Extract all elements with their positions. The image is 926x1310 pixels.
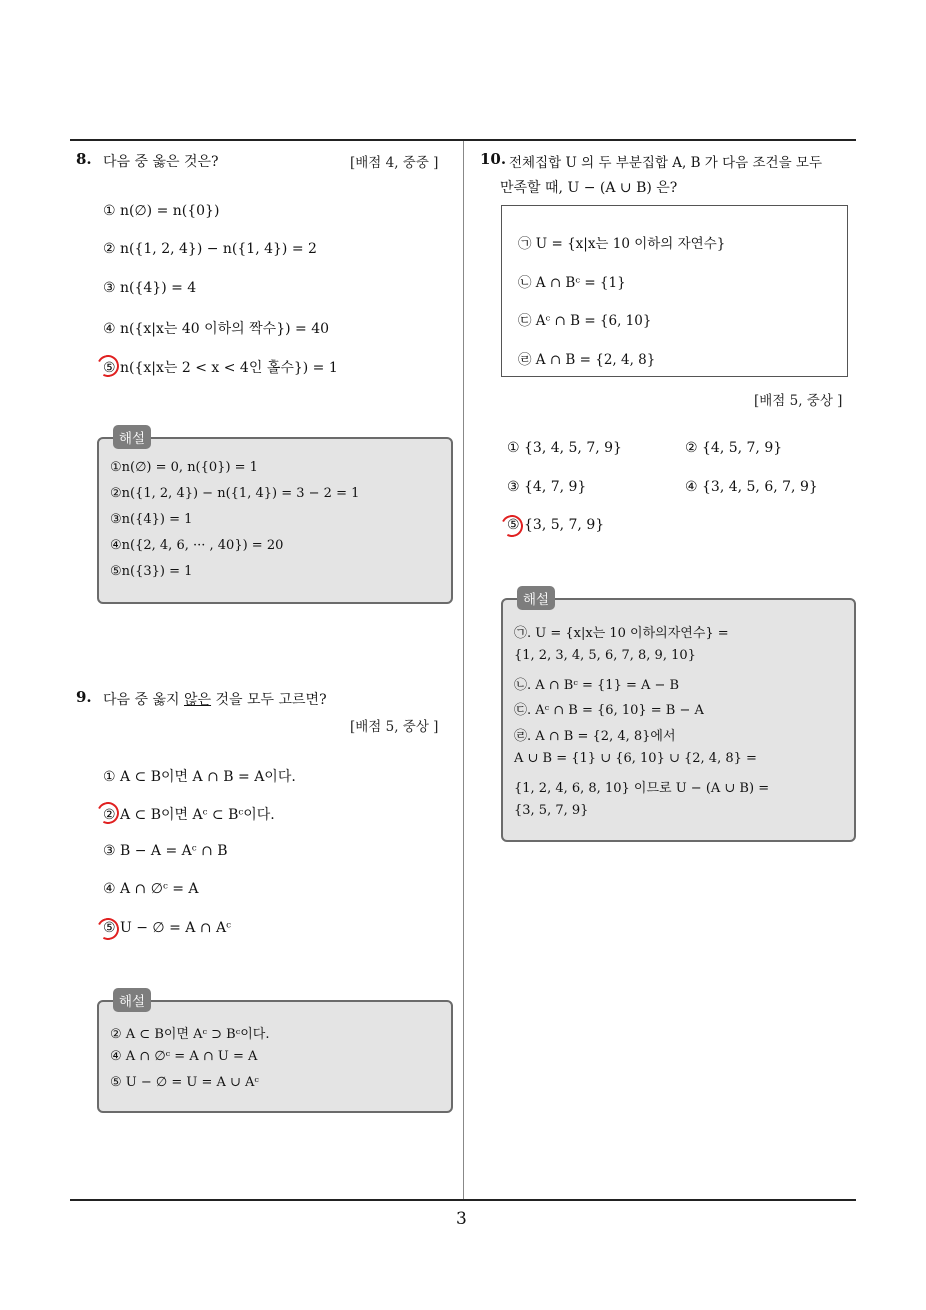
question-text-part: 것을 모두 고르면?	[211, 692, 327, 708]
question-text-line2: 만족할 때, U − (A ∪ B) 은?	[500, 180, 678, 196]
choice-2[interactable]: ② A ⊂ B이면 Aᶜ ⊂ Bᶜ이다.	[103, 807, 275, 823]
choice-2[interactable]: ② {4, 5, 7, 9}	[685, 440, 783, 456]
solution-line: ②n({1, 2, 4}) − n({1, 4}) = 3 − 2 = 1	[110, 486, 360, 501]
solution-line: ④n({2, 4, 6, ··· , 40}) = 20	[110, 538, 284, 553]
solution-line: ㉡. A ∩ Bᶜ = {1} = A − B	[514, 678, 680, 693]
condition-3: ㉢ Aᶜ ∩ B = {6, 10}	[518, 313, 652, 329]
condition-2: ㉡ A ∩ Bᶜ = {1}	[518, 275, 626, 291]
solution-line: A ∪ B = {1} ∪ {6, 10} ∪ {2, 4, 8} =	[514, 751, 757, 766]
choice-1[interactable]: ① A ⊂ B이면 A ∩ B = A이다.	[103, 769, 296, 785]
condition-1: ㉠ U = {x|x는 10 이하의 자연수}	[518, 236, 726, 252]
score-label: [배점 4, 중중 ]	[350, 155, 439, 171]
choice-3[interactable]: ③ {4, 7, 9}	[507, 479, 587, 495]
question-number: 9.	[76, 688, 92, 706]
choice-5[interactable]: ⑤ n({x|x는 2 < x < 4인 홀수}) = 1	[103, 360, 338, 376]
solution-line: ④ A ∩ ∅ᶜ = A ∩ U = A	[110, 1049, 258, 1064]
question-number: 10.	[480, 150, 507, 168]
score-label: [배점 5, 중상 ]	[754, 393, 843, 409]
choice-3[interactable]: ③ B − A = Aᶜ ∩ B	[103, 843, 228, 859]
solution-line: ③n({4}) = 1	[110, 512, 193, 527]
question-text-underlined: 않은	[183, 692, 212, 708]
score-label: [배점 5, 중상 ]	[350, 719, 439, 735]
choice-5[interactable]: ⑤ {3, 5, 7, 9}	[507, 517, 605, 533]
bottom-rule	[70, 1199, 856, 1201]
solution-tag: 해설	[517, 586, 555, 610]
solution-line: ② A ⊂ B이면 Aᶜ ⊃ Bᶜ이다.	[110, 1027, 270, 1042]
condition-4: ㉣ A ∩ B = {2, 4, 8}	[518, 352, 656, 368]
solution-line: {1, 2, 3, 4, 5, 6, 7, 8, 9, 10}	[514, 648, 696, 663]
solution-line: ㉠. U = {x|x는 10 이하의자연수} =	[514, 626, 729, 641]
column-divider	[463, 141, 464, 1200]
choice-2[interactable]: ② n({1, 2, 4}) − n({1, 4}) = 2	[103, 241, 317, 257]
solution-line: ㉢. Aᶜ ∩ B = {6, 10} = B − A	[514, 703, 704, 718]
question-number: 8.	[76, 150, 92, 168]
solution-line: ㉣. A ∩ B = {2, 4, 8}에서	[514, 729, 676, 744]
choice-1[interactable]: ① {3, 4, 5, 7, 9}	[507, 440, 622, 456]
solution-line: ①n(∅) = 0, n({0}) = 1	[110, 460, 258, 475]
question-text	[103, 689, 327, 709]
solution-tag: 해설	[113, 425, 151, 449]
question-text: 다음 중 옳은 것은?	[103, 154, 219, 170]
choice-1[interactable]: ① n(∅) = n({0})	[103, 203, 220, 219]
choice-4[interactable]: ④ {3, 4, 5, 6, 7, 9}	[685, 479, 818, 495]
page-number: 3	[456, 1209, 467, 1229]
solution-line: ⑤ U − ∅ = U = A ∪ Aᶜ	[110, 1075, 259, 1090]
solution-tag: 해설	[113, 988, 151, 1012]
question-text-line1: 전체집합 U 의 두 부분집합 A, B 가 다음 조건을 모두	[509, 155, 822, 171]
choice-4[interactable]: ④ n({x|x는 40 이하의 짝수}) = 40	[103, 321, 330, 337]
solution-line: ⑤n({3}) = 1	[110, 564, 193, 579]
solution-line: {3, 5, 7, 9}	[514, 803, 589, 818]
question-text-part: 다음 중 옳지	[103, 692, 184, 708]
choice-5[interactable]: ⑤ U − ∅ = A ∩ Aᶜ	[103, 920, 231, 936]
choice-3[interactable]: ③ n({4}) = 4	[103, 280, 197, 296]
solution-line: {1, 2, 4, 6, 8, 10} 이므로 U − (A ∪ B) =	[514, 781, 770, 796]
choice-4[interactable]: ④ A ∩ ∅ᶜ = A	[103, 881, 199, 897]
